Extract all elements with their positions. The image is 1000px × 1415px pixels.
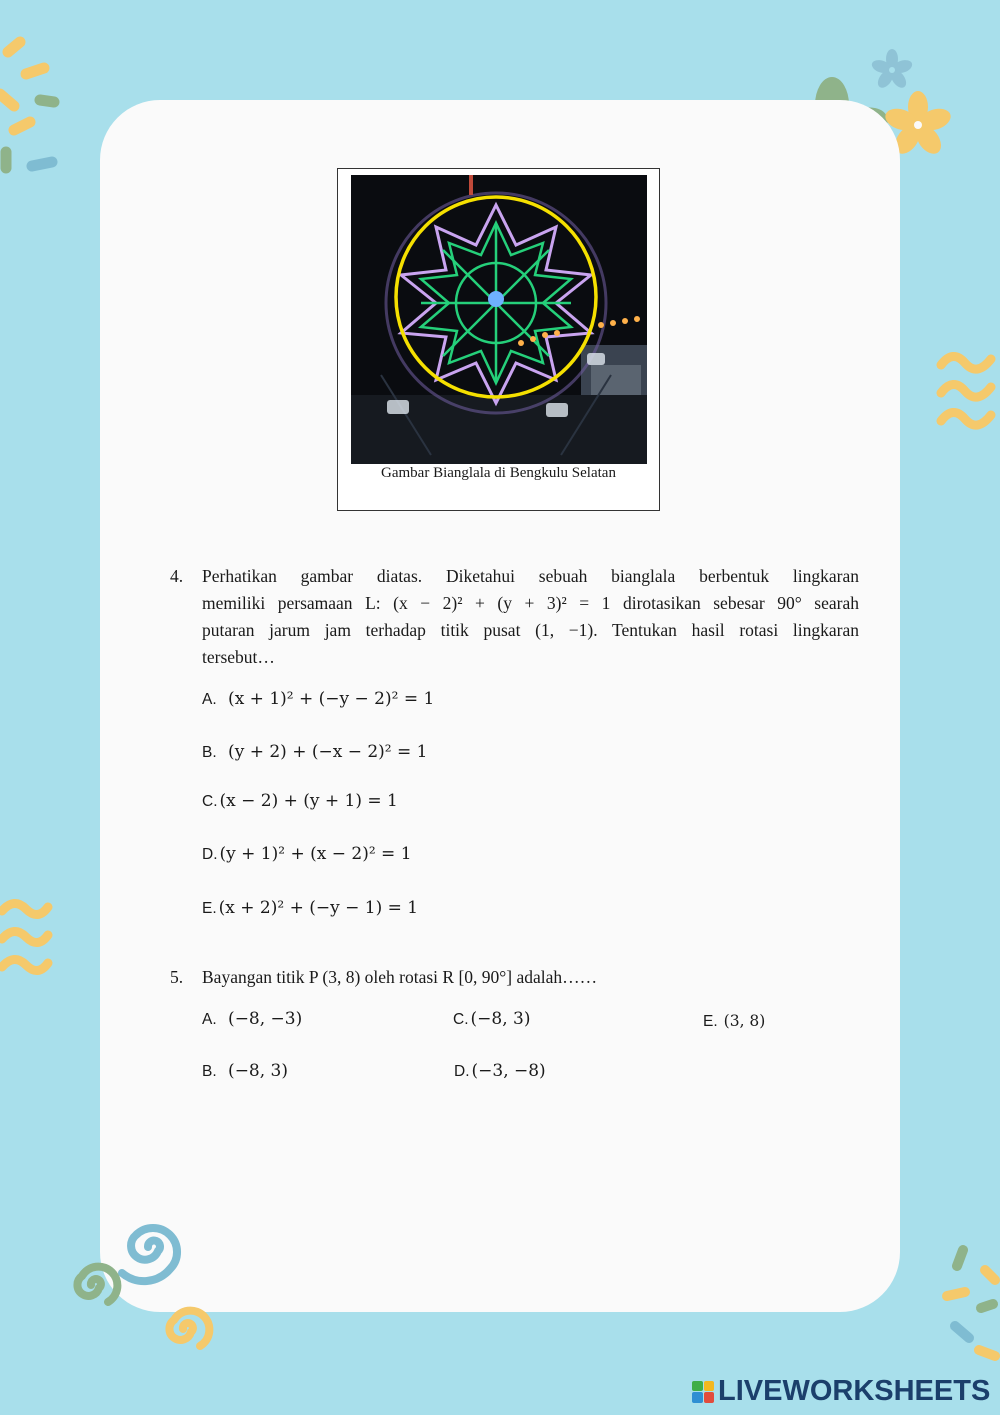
ferris-wheel-photo bbox=[351, 175, 647, 464]
option-c[interactable] bbox=[453, 1009, 530, 1029]
option-expression: (x − 2) + (y + 1) = 1 bbox=[219, 791, 398, 811]
option-b[interactable] bbox=[202, 742, 428, 762]
decorative-squiggle-right bbox=[935, 345, 1000, 445]
option-e[interactable] bbox=[703, 1011, 765, 1031]
question-text-line: putaran jarum jam terhadap titik pusat (1, −1). Tentukan hasil rotasi lingkaran bbox=[202, 620, 859, 640]
option-letter: A. bbox=[202, 1011, 217, 1028]
option-letter: C. bbox=[453, 1011, 469, 1028]
option-letter: A. bbox=[202, 691, 217, 708]
option-expression: (y + 1)² + (x − 2)² = 1 bbox=[219, 844, 412, 864]
question-text-line: tersebut… bbox=[202, 647, 275, 667]
question-number: 4. bbox=[170, 566, 184, 586]
option-expression: (−8, −3) bbox=[222, 1009, 303, 1029]
question-text-line: Bayangan titik P (3, 8) oleh rotasi R [0, 90°] adalah…… bbox=[202, 967, 598, 987]
option-letter: D. bbox=[202, 846, 218, 863]
question-text-line: memiliki persamaan L: (x − 2)² + (y + 3)² = 1 dirotasikan sebesar 90° searah bbox=[202, 593, 859, 613]
option-a[interactable] bbox=[202, 1009, 302, 1029]
decorative-spirals-bottom-left bbox=[60, 1205, 230, 1365]
option-letter: C. bbox=[202, 793, 218, 810]
logo-text: LIVEWORKSHEETS bbox=[718, 1375, 991, 1407]
option-expression: (y + 2) + (−x − 2)² = 1 bbox=[222, 742, 428, 762]
option-expression: (x + 2)² + (−y − 1) = 1 bbox=[218, 898, 419, 918]
option-expression: (x + 1)² + (−y − 2)² = 1 bbox=[222, 689, 435, 709]
option-b[interactable] bbox=[202, 1061, 288, 1081]
decorative-squiggle-left bbox=[0, 895, 60, 995]
option-letter: E. bbox=[703, 1013, 718, 1030]
option-d[interactable] bbox=[454, 1061, 546, 1081]
decorative-dashes-top-left bbox=[0, 30, 90, 190]
liveworksheets-logo bbox=[692, 1375, 990, 1408]
option-letter: D. bbox=[454, 1063, 470, 1080]
logo-mark-icon bbox=[692, 1381, 714, 1403]
option-a[interactable] bbox=[202, 689, 434, 709]
option-d[interactable] bbox=[202, 844, 412, 864]
question-text bbox=[202, 964, 859, 991]
question-number: 5. bbox=[170, 967, 184, 987]
decorative-dashes-bottom-right bbox=[935, 1240, 1000, 1380]
option-expression: (−3, −8) bbox=[471, 1061, 546, 1081]
option-expression: (−8, 3) bbox=[222, 1061, 289, 1081]
figure-caption: Gambar Bianglala di Bengkulu Selatan bbox=[381, 465, 616, 481]
option-e[interactable] bbox=[202, 898, 418, 918]
option-letter: B. bbox=[202, 1063, 217, 1080]
option-c[interactable] bbox=[202, 791, 398, 811]
question-text bbox=[202, 563, 859, 671]
option-letter: B. bbox=[202, 744, 217, 761]
option-expression: (−8, 3) bbox=[470, 1009, 531, 1029]
question-text-line: Perhatikan gambar diatas. Diketahui sebuah bianglala berbentuk lingkaran bbox=[202, 566, 859, 586]
option-letter: E. bbox=[202, 900, 217, 917]
option-expression: (3, 8) bbox=[723, 1012, 766, 1030]
figure-frame bbox=[337, 168, 660, 511]
